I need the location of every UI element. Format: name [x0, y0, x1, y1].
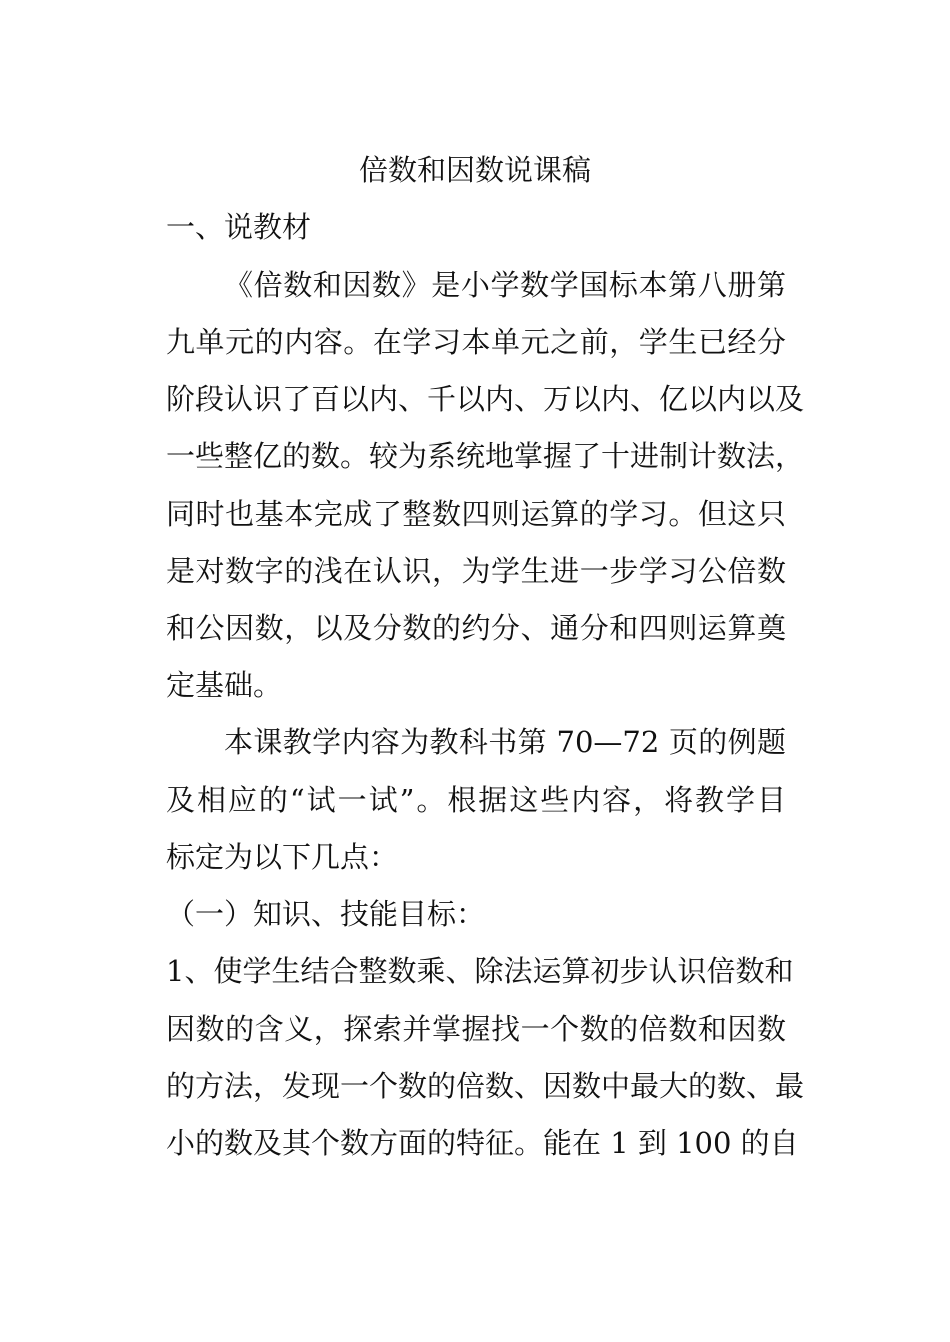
paragraph-line: 标定为以下几点：: [166, 840, 399, 874]
paragraph-line: 及相应的“试一试”。根据这些内容，将教学目: [166, 783, 786, 817]
paragraph-line: 阶段认识了百以内、千以内、万以内、亿以内以及: [166, 382, 805, 416]
paragraph-line: 是对数字的浅在认识，为学生进一步学习公倍数: [166, 554, 786, 588]
document-title: 倍数和因数说课稿: [358, 153, 591, 187]
paragraph-line: 本课教学内容为教科书第 70—72 页的例题: [224, 725, 786, 759]
paragraph-line: 因数的含义，探索并掌握找一个数的倍数和因数: [166, 1012, 786, 1046]
paragraph-line: 同时也基本完成了整数四则运算的学习。但这只: [166, 497, 786, 531]
paragraph-line: 小的数及其个数方面的特征。能在 1 到 100 的自: [166, 1126, 799, 1160]
paragraph-line: 一些整亿的数。较为系统地掌握了十进制计数法，: [166, 439, 805, 473]
paragraph-line: 《倍数和因数》是小学数学国标本第八册第: [224, 268, 786, 302]
paragraph-line: 定基础。: [166, 668, 283, 702]
paragraph-line: 九单元的内容。在学习本单元之前，学生已经分: [166, 325, 786, 359]
section-heading-teaching-material: 一、说教材: [166, 210, 312, 244]
subheading-knowledge-skill-goals: （一）知识、技能目标：: [166, 897, 486, 931]
paragraph-line: 1、使学生结合整数乘、除法运算初步认识倍数和: [166, 954, 794, 988]
paragraph-line: 和公因数，以及分数的约分、通分和四则运算奠: [166, 611, 786, 645]
paragraph-line: 的方法，发现一个数的倍数、因数中最大的数、最: [166, 1069, 805, 1103]
